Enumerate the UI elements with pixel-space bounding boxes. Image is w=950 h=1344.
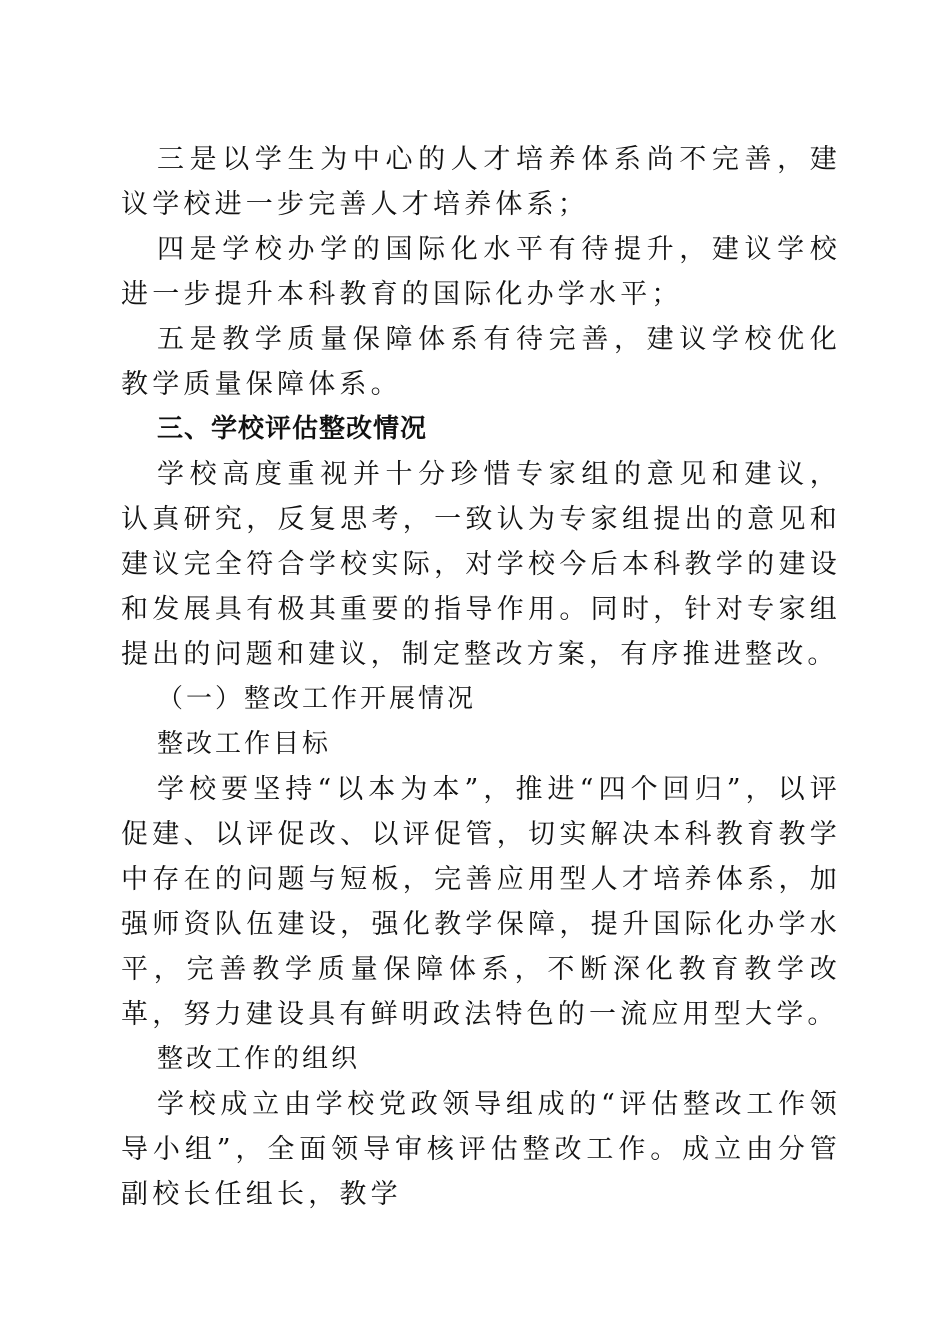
document-body xyxy=(121,137,841,1217)
paragraph-item-3: 三是以学生为中心的人才培养体系尚不完善，建议学校进一步完善人才培养体系； xyxy=(121,144,841,220)
paragraph-rectification-intro: 学校高度重视并十分珍惜专家组的意见和建议，认真研究，反复思考，一致认为专家组提出的意见和建议完全符合学校实际，对学校今后本科教学的建设和发展具有极其重要的指导作用。同时，针对专家组提出的问题和建议，制定整改方案，有序推进整改。 xyxy=(121,459,841,670)
section-heading-3: 三、学校评估整改情况 xyxy=(157,414,428,444)
paragraph-rectification-goal: 学校要坚持“以本为本”，推进“四个回归”，以评促建、以评促改、以评促管，切实解决本科教育教学中存在的问题与短板，完善应用型人才培养体系，加强师资队伍建设，强化教学保障，提升国际化办学水平，完善教学质量保障体系，不断深化教育教学改革，努力建设具有鲜明政法特色的一流应用型大学。 xyxy=(121,774,841,1030)
paragraph-item-5: 五是教学质量保障体系有待完善，建议学校优化教学质量保障体系。 xyxy=(121,324,841,400)
paragraph-rectification-organization: 学校成立由学校党政领导组成的“评估整改工作领导小组”，全面领导审核评估整改工作。成立由分管副校长任组长，教学 xyxy=(121,1089,841,1210)
subheading-work-progress: （一）整改工作开展情况 xyxy=(157,684,477,714)
paragraph-item-4: 四是学校办学的国际化水平有待提升，建议学校进一步提升本科教育的国际化办学水平； xyxy=(121,234,841,310)
subtitle-rectification-organization: 整改工作的组织 xyxy=(157,1044,361,1074)
subtitle-rectification-goal: 整改工作目标 xyxy=(157,729,332,759)
